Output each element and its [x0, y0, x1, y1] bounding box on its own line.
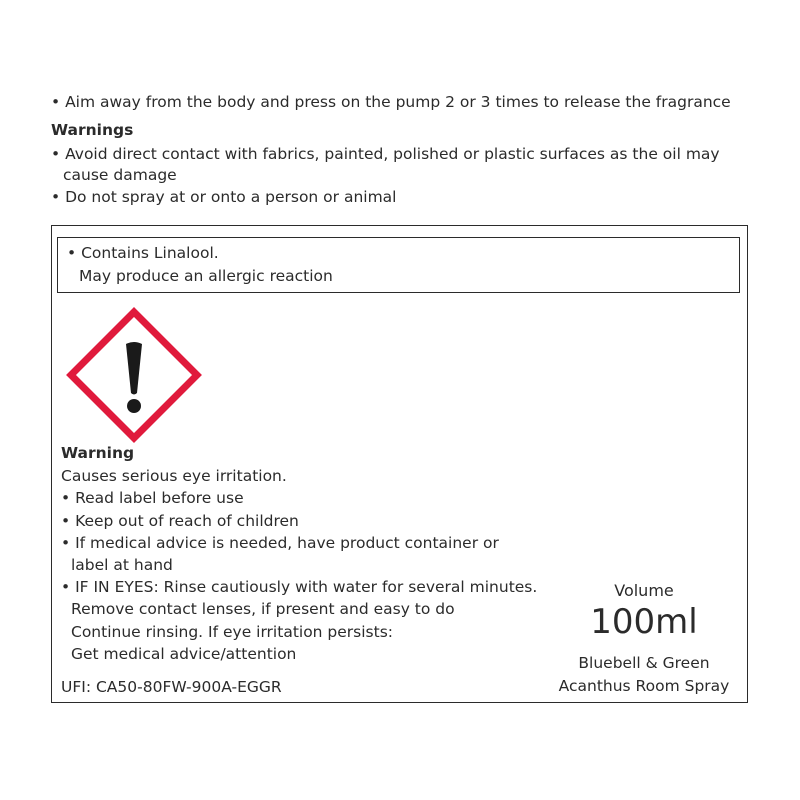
exclamation-hazard-icon	[66, 307, 202, 443]
product-name-line-2: Acanthus Room Spray	[558, 677, 730, 695]
warning-avoid-contact-line-2: cause damage	[63, 166, 177, 184]
signal-word: Warning	[61, 444, 135, 462]
hazard-statement: Causes serious eye irritation.	[61, 467, 287, 485]
precaution-eyes-line-2: Remove contact lenses, if present and easy to do	[71, 600, 455, 618]
precaution-medical-advice-line-1: • If medical advice is needed, have product container or	[61, 534, 499, 552]
precaution-medical-advice-line-2: label at hand	[71, 556, 173, 574]
warning-do-not-spray: • Do not spray at or onto a person or animal	[51, 188, 397, 206]
ufi-code: UFI: CA50-80FW-900A-EGGR	[61, 678, 282, 696]
warnings-heading: Warnings	[51, 121, 134, 139]
product-name-line-1: Bluebell & Green	[578, 654, 710, 672]
precaution-read-label: • Read label before use	[61, 489, 244, 507]
volume-label: Volume	[614, 581, 674, 600]
direction-aim-away: • Aim away from the body and press on the pump 2 or 3 times to release the fragrance	[51, 93, 731, 111]
precaution-keep-out-of-reach: • Keep out of reach of children	[61, 512, 299, 530]
allergen-contains-linalool: • Contains Linalool.	[67, 244, 219, 262]
allergen-reaction: May produce an allergic reaction	[79, 267, 333, 285]
warning-avoid-contact-line-1: • Avoid direct contact with fabrics, painted, polished or plastic surfaces as the oil may	[51, 145, 720, 163]
precaution-eyes-line-1: • IF IN EYES: Rinse cautiously with water for several minutes.	[61, 578, 538, 596]
volume-value: 100ml	[590, 602, 698, 642]
precaution-eyes-line-4: Get medical advice/attention	[71, 645, 297, 663]
precaution-eyes-line-3: Continue rinsing. If eye irritation persists:	[71, 623, 394, 641]
